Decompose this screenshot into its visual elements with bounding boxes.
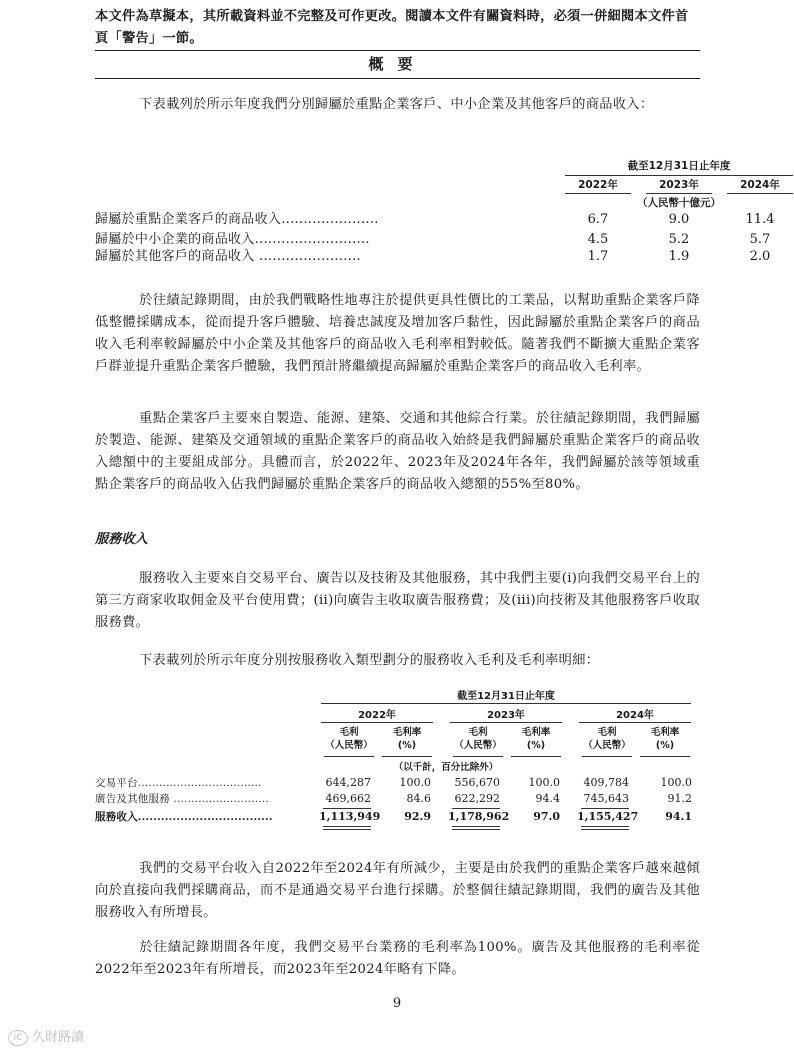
col-header-gross-profit: 毛利 （人民幣）: [325, 727, 373, 751]
body-paragraph: 下表載列於所示年度分別按服務收入類型劃分的服務收入毛利及毛利率明細：: [139, 653, 600, 668]
col-header-gross-margin: 毛利率 (%): [392, 727, 422, 751]
section-title: 概要: [368, 55, 427, 73]
cell-value: 644,287: [325, 776, 371, 789]
table1-year-rule: [727, 193, 793, 194]
row-label: 歸屬於重點企業客戶的商品收入......................: [95, 212, 379, 227]
body-paragraph: 重點企業客戶主要來自製造、能源、建築、交通和其他綜合行業。於往績記錄期間，我們歸屬於製造、能源、建築及交通領域的重點企業客戶的商品收入始終是我們歸屬於重點企業客戶的商品收入總額中的主要組成部分。具體而言，於2022年、2023年及2024年各年，我們歸屬於該等領域重點企業客戶的商品收入佔我們歸屬於重點企業客戶的商品收入總額的55%至80%。: [95, 411, 700, 492]
cell-value: 469,662: [325, 792, 371, 805]
cell-value: 94.4: [535, 792, 560, 805]
row-label: 廣告及其他服務 ...........................: [95, 793, 269, 805]
table1-year-rule: [646, 193, 712, 194]
table1-unit: （人民幣十億元）: [637, 197, 721, 209]
cell-value: 100.0: [660, 776, 692, 789]
row-label: 服務收入...................................: [95, 811, 273, 823]
cell-value: 622,292: [454, 792, 500, 805]
table1-year-header: 2022年: [578, 179, 618, 191]
cell-value: 6.7: [587, 212, 609, 227]
cell-value: 94.1: [665, 810, 692, 823]
cell-value: 1.9: [668, 249, 690, 264]
cell-value: 5.7: [749, 232, 771, 247]
table-row: [95, 775, 700, 791]
row-label: 交易平台...................................: [95, 777, 262, 789]
table-row-total: [95, 809, 700, 825]
col-header-rule: [582, 756, 632, 757]
col-header-rule: [511, 756, 561, 757]
service-revenue-table: [95, 687, 700, 832]
table2-year-header: 2024年: [616, 710, 654, 721]
draft-warning: 本文件為草擬本，其所載資料並不完整及可作更改。閱讀本文件有關資料時，必須一併細閱本文件首頁「警告」一節。: [95, 9, 689, 46]
body-paragraph: 服務收入主要來自交易平台、廣告以及技術及其他服務，其中我們主要(i)向我們交易平台上的第三方商家收取佣金及平台使用費；(ii)向廣告主收取廣告服務費；及(iii)向技術及其他服務客戶收取服務費。: [95, 571, 700, 630]
cell-value: 2.0: [749, 249, 771, 264]
col-header-rule: [640, 756, 690, 757]
header-rule-bottom: [95, 78, 700, 79]
cell-value: 1.7: [587, 249, 609, 264]
page-number: 9: [392, 996, 402, 1011]
cell-value: 5.2: [668, 232, 690, 247]
table1-period-header: 截至12月31日止年度: [627, 160, 731, 172]
table-row: [95, 210, 775, 230]
cell-value: 1,155,427: [577, 810, 639, 823]
table1-period-rule: [565, 175, 793, 176]
body-paragraph: 於往績記錄期間，由於我們戰略性地專注於提供更具性價比的工業品，以幫助重點企業客戶降低整體採購成本，從而提升客戶體驗、培養忠誠度及增加客戶黏性，因此歸屬於重點企業客戶的商品收入毛利率較歸屬於中小企業及其他客戶的商品收入毛利率相對較低。隨著我們不斷擴大重點企業客戶群並提升重點企業客戶體驗，我們預計將繼續提高歸屬於重點企業客戶的商品收入毛利率。: [95, 293, 700, 374]
cell-value: 97.0: [533, 810, 560, 823]
col-header-gross-margin: 毛利率 (%): [650, 727, 680, 751]
col-header-rule: [324, 756, 374, 757]
body-paragraph: 於往績記錄期間各年度，我們交易平台業務的毛利率為100%。廣告及其他服務的毛利率從2022年至2023年有所增長，而2023年至2024年略有下降。: [95, 940, 700, 977]
total-double-rule: [323, 826, 371, 830]
table1-year-header: 2023年: [659, 179, 699, 191]
row-label: 歸屬於其他客戶的商品收入 .......................: [95, 249, 361, 264]
cell-value: 1,178,962: [448, 810, 510, 823]
table1-year-rule: [565, 193, 631, 194]
col-header-rule: [453, 756, 503, 757]
cell-value: 100.0: [528, 776, 560, 789]
watermark-text: 久財路讀: [32, 1030, 85, 1045]
header-rule-top: [95, 50, 700, 51]
table2-year-rule: [321, 722, 433, 723]
col-header-rule: [382, 756, 432, 757]
cell-value: 92.9: [404, 810, 431, 823]
total-double-rule: [581, 826, 629, 830]
row-label: 歸屬於中小企業的商品收入..........................: [95, 232, 370, 247]
col-header-gross-profit: 毛利 （人民幣）: [583, 727, 631, 751]
table2-period-rule: [321, 703, 691, 704]
table2-year-rule: [579, 722, 691, 723]
cell-value: 9.0: [668, 212, 690, 227]
table-row: [95, 247, 771, 267]
cell-value: 84.6: [406, 792, 431, 805]
table2-year-header: 2023年: [487, 710, 525, 721]
cell-value: 745,643: [583, 792, 629, 805]
subheading-service-revenue: 服務收入: [95, 532, 148, 547]
table1-year-header: 2024年: [740, 179, 780, 191]
cell-value: 409,784: [583, 776, 629, 789]
goods-revenue-table: [95, 158, 780, 268]
cell-value: 91.2: [667, 792, 692, 805]
table2-year-header: 2022年: [358, 710, 396, 721]
table2-year-rule: [450, 722, 562, 723]
total-double-rule: [452, 826, 500, 830]
cell-value: 556,670: [454, 776, 500, 789]
cell-value: 11.4: [745, 212, 775, 227]
cell-value: 4.5: [587, 232, 609, 247]
body-paragraph: 我們的交易平台收入自2022年至2024年有所減少，主要是由於我們的重點企業客戶越來越傾向於直接向我們採購商品，而不是通過交易平台進行採購。於整個往績記錄期間，我們的廣告及其他服務收入有所增長。: [95, 861, 700, 920]
col-header-gross-profit: 毛利 （人民幣）: [454, 727, 502, 751]
cell-value: 100.0: [399, 776, 431, 789]
cell-value: 1,113,949: [319, 810, 381, 823]
col-header-gross-margin: 毛利率 (%): [521, 727, 551, 751]
intro-paragraph: 下表載列於所示年度我們分別歸屬於重點企業客戶、中小企業及其他客戶的商品收入：: [139, 97, 654, 112]
table2-unit: （以千計，百分比除外）: [393, 762, 499, 773]
watermark: [8, 1030, 88, 1046]
table2-period-header: 截至12月31日止年度: [457, 691, 555, 702]
watermark-logo-icon: iC: [8, 1030, 28, 1046]
table-row: [95, 791, 700, 807]
